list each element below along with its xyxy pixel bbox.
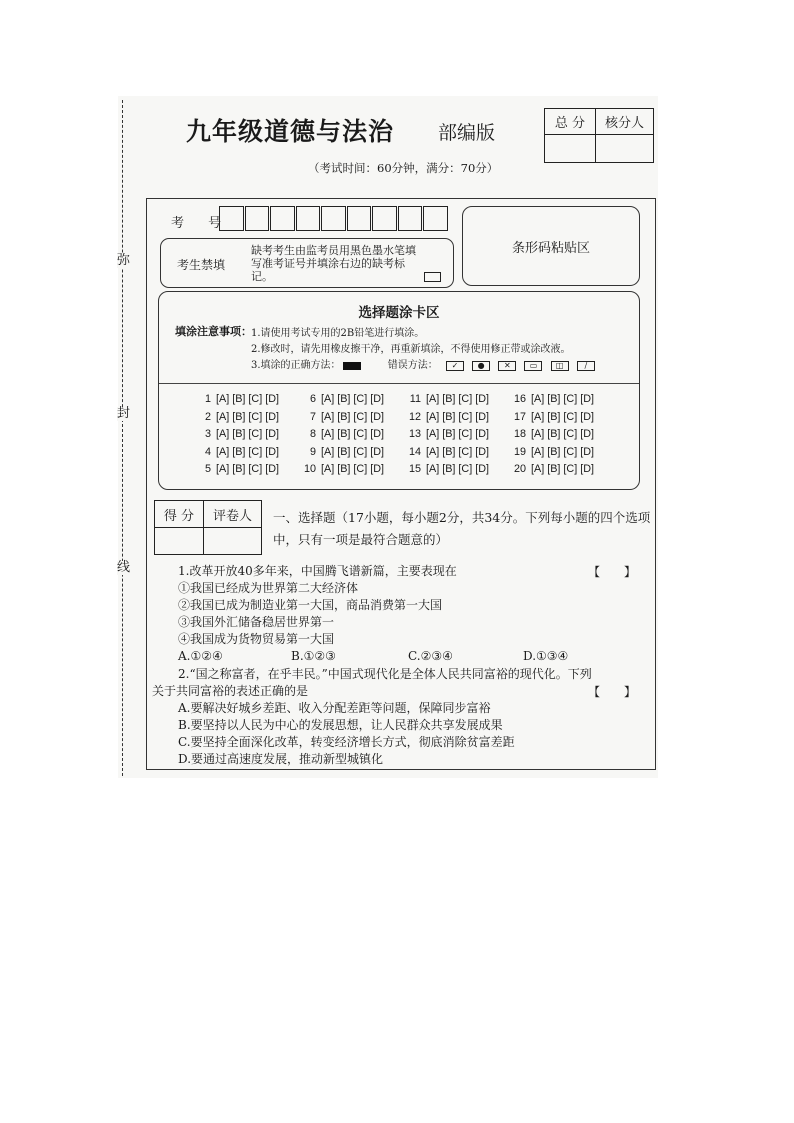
- grader-score-header: 得 分: [155, 501, 204, 528]
- option-bubbles[interactable]: [A] [B] [C] [D]: [216, 445, 279, 458]
- option-bubbles[interactable]: [A] [B] [C] [D]: [531, 393, 594, 405]
- question-1-option-d[interactable]: D.①③④: [523, 649, 569, 663]
- wrong-method-label: 错误方法：: [387, 360, 438, 371]
- question-2-stem-line-2: 关于共同富裕的表述正确的是: [152, 684, 309, 698]
- correct-fill-swatch: [343, 362, 361, 370]
- bubble-item[interactable]: [405, 446, 510, 464]
- section-heading: 一、选择题（17小题，每小题2分，共34分。下列每小题的四个选项中，只有一项是最符合题意的）: [273, 510, 651, 547]
- fill-note-3: 3.填涂的正确方法：: [251, 360, 341, 371]
- question-2-answer-bracket[interactable]: 【 】: [588, 685, 637, 699]
- question-number: 1: [204, 393, 211, 405]
- binding-char-xian: 线: [117, 560, 131, 575]
- question-number: 6: [309, 393, 316, 405]
- fill-note-1: 1.请使用考试专用的2B铅笔进行填涂。: [251, 328, 425, 339]
- bubble-item[interactable]: [195, 393, 300, 411]
- question-1-answer-bracket[interactable]: 【 】: [588, 565, 637, 579]
- exam-id-digit-box[interactable]: [219, 206, 244, 231]
- exam-id-digit-box[interactable]: [398, 206, 423, 231]
- option-bubbles[interactable]: [A] [B] [C] [D]: [426, 463, 489, 475]
- bubble-item[interactable]: [195, 411, 300, 429]
- question-1-item-3: ③我国外汇储备稳居世界第一: [178, 615, 335, 629]
- bubble-item[interactable]: [510, 393, 615, 411]
- question-number: 19: [513, 445, 526, 458]
- question-1-option-c[interactable]: C.②③④: [408, 649, 453, 663]
- wrong-mark-check-icon: ✓: [446, 361, 464, 371]
- option-bubbles[interactable]: [A] [B] [C] [D]: [531, 445, 594, 458]
- edition-label: 部编版: [438, 122, 496, 144]
- choice-answer-area: [158, 291, 640, 490]
- grader-name-header: 评卷人: [204, 501, 262, 528]
- question-2-option-a[interactable]: A.要解决好城乡差距、收入分配差距等问题，保障同步富裕: [178, 701, 491, 715]
- fill-note-2: 2.修改时，请先用橡皮擦干净，再重新填涂，不得使用修正带或涂改液。: [251, 344, 571, 355]
- question-number: 20: [513, 463, 526, 475]
- option-bubbles[interactable]: [A] [B] [C] [D]: [321, 428, 384, 440]
- question-2-option-c[interactable]: C.要坚持全面深化改革，转变经济增长方式，彻底消除贫富差距: [178, 735, 515, 749]
- bubble-item[interactable]: [510, 446, 615, 464]
- question-2-option-b[interactable]: B.要坚持以人民为中心的发展思想，让人民群众共享发展成果: [178, 718, 503, 732]
- wrong-mark-half-icon: ◫: [551, 361, 569, 371]
- fill-notes-heading: 填涂注意事项：: [175, 325, 252, 338]
- question-number: 12: [408, 410, 421, 423]
- bubble-item[interactable]: [405, 428, 510, 446]
- option-bubbles[interactable]: [A] [B] [C] [D]: [321, 445, 384, 458]
- barcode-area: [462, 206, 640, 286]
- total-score-cell[interactable]: [545, 135, 596, 163]
- exam-id-digit-box[interactable]: [296, 206, 321, 231]
- binding-char-feng: 封: [117, 406, 131, 421]
- question-number: 18: [513, 428, 526, 440]
- bubble-item[interactable]: [300, 411, 405, 429]
- bubble-item[interactable]: [405, 463, 510, 481]
- question-2-option-d[interactable]: D.要通过高速度发展，推动新型城镇化: [178, 752, 384, 766]
- question-number: 11: [409, 393, 421, 405]
- fill-note-3-row: [251, 356, 595, 371]
- grader-name-cell[interactable]: [204, 528, 262, 555]
- bubble-item[interactable]: [510, 463, 615, 481]
- exam-id-digit-box[interactable]: [245, 206, 270, 231]
- total-score-header: 总 分: [545, 109, 596, 135]
- bubble-row: [195, 411, 615, 429]
- bubble-row: [195, 463, 615, 481]
- bubble-grid: [195, 393, 615, 481]
- binding-line: [122, 100, 123, 776]
- question-number: 8: [309, 428, 316, 440]
- exam-title: 九年级道德与法治: [186, 117, 395, 146]
- bubble-item[interactable]: [300, 446, 405, 464]
- question-number: 4: [204, 445, 211, 458]
- bubble-item[interactable]: [510, 411, 615, 429]
- question-number: 17: [513, 410, 526, 423]
- bubble-row: [195, 393, 615, 411]
- wrong-mark-line-icon: ▭: [524, 361, 542, 371]
- bubble-item[interactable]: [195, 428, 300, 446]
- grader-score-cell[interactable]: [155, 528, 204, 555]
- exam-id-digit-box[interactable]: [423, 206, 448, 231]
- bubble-row: [195, 446, 615, 464]
- question-number: 10: [303, 463, 316, 475]
- bubble-item[interactable]: [405, 411, 510, 429]
- question-number: 2: [204, 410, 211, 423]
- binding-char-mi: 弥: [117, 253, 131, 268]
- option-bubbles[interactable]: [A] [B] [C] [D]: [321, 393, 384, 405]
- option-bubbles[interactable]: [A] [B] [C] [D]: [216, 428, 279, 440]
- question-1-item-2: ②我国已成为制造业第一大国，商品消费第一大国: [178, 598, 443, 612]
- question-1-option-b[interactable]: B.①②③: [291, 649, 336, 663]
- option-bubbles[interactable]: [A] [B] [C] [D]: [216, 410, 279, 423]
- option-bubbles[interactable]: [A] [B] [C] [D]: [531, 463, 594, 475]
- absent-label: 考生禁填: [177, 258, 226, 272]
- bubble-item[interactable]: [510, 428, 615, 446]
- option-bubbles[interactable]: [A] [B] [C] [D]: [321, 463, 384, 475]
- option-bubbles[interactable]: [A] [B] [C] [D]: [426, 410, 489, 423]
- question-number: 16: [513, 393, 526, 405]
- question-number: 7: [309, 410, 316, 423]
- question-1-item-4: ④我国成为货物贸易第一大国: [178, 632, 335, 646]
- choice-area-divider: [159, 383, 639, 384]
- option-bubbles[interactable]: [A] [B] [C] [D]: [426, 428, 489, 440]
- question-2-stem-line-1: 2.“国之称富者，在乎丰民。”中国式现代化是全体人民共同富裕的现代化。下列: [178, 667, 592, 681]
- bubble-item[interactable]: [300, 428, 405, 446]
- question-number: 3: [204, 428, 211, 440]
- exam-id-digit-box[interactable]: [270, 206, 295, 231]
- option-bubbles[interactable]: [A] [B] [C] [D]: [216, 393, 279, 405]
- choice-area-title: 选择题涂卡区: [358, 305, 440, 321]
- question-number: 5: [204, 463, 211, 475]
- option-bubbles[interactable]: [A] [B] [C] [D]: [426, 393, 489, 405]
- exam-id-digit-box[interactable]: [321, 206, 346, 231]
- wrong-mark-slash-icon: ∕: [577, 361, 595, 371]
- barcode-label: 条形码粘贴区: [511, 241, 590, 256]
- exam-id-digit-box[interactable]: [347, 206, 372, 231]
- option-bubbles[interactable]: [A] [B] [C] [D]: [216, 463, 279, 475]
- bubble-item[interactable]: [405, 393, 510, 411]
- exam-id-digit-box[interactable]: [372, 206, 397, 231]
- bubble-item[interactable]: [195, 446, 300, 464]
- absent-mark-box: [160, 238, 454, 288]
- wrong-mark-cross-icon: ✕: [498, 361, 516, 371]
- wrong-mark-dot-icon: ●: [472, 361, 490, 371]
- question-number: 14: [408, 445, 421, 458]
- grader-table: [154, 500, 262, 555]
- bubble-item[interactable]: [195, 463, 300, 481]
- exam-id-boxes[interactable]: [219, 206, 449, 231]
- option-bubbles[interactable]: [A] [B] [C] [D]: [321, 410, 384, 423]
- score-checker-cell[interactable]: [596, 135, 654, 163]
- option-bubbles[interactable]: [A] [B] [C] [D]: [531, 410, 594, 423]
- bubble-item[interactable]: [300, 393, 405, 411]
- option-bubbles[interactable]: [A] [B] [C] [D]: [426, 445, 489, 458]
- question-1-stem: 1.改革开放40多年来，中国腾飞谱新篇，主要表现在: [178, 564, 457, 578]
- exam-subtitle: （考试时间：60分钟，满分：70分）: [308, 161, 499, 175]
- bubble-item[interactable]: [300, 463, 405, 481]
- absent-instruction: 缺考考生由监考员用黑色墨水笔填写准考证号并填涂右边的缺考标记。: [251, 244, 416, 283]
- absent-mark-checkbox[interactable]: [424, 272, 441, 282]
- option-bubbles[interactable]: [A] [B] [C] [D]: [531, 428, 594, 440]
- question-number: 13: [408, 428, 421, 440]
- question-1-option-a[interactable]: A.①②④: [178, 649, 223, 663]
- exam-id-label: 考 号: [171, 216, 232, 231]
- bubble-row: [195, 428, 615, 446]
- question-1-item-1: ①我国已经成为世界第二大经济体: [178, 581, 359, 595]
- score-checker-header: 核分人: [596, 109, 654, 135]
- total-score-table: [544, 108, 654, 163]
- question-number: 9: [309, 445, 316, 458]
- question-number: 15: [408, 463, 421, 475]
